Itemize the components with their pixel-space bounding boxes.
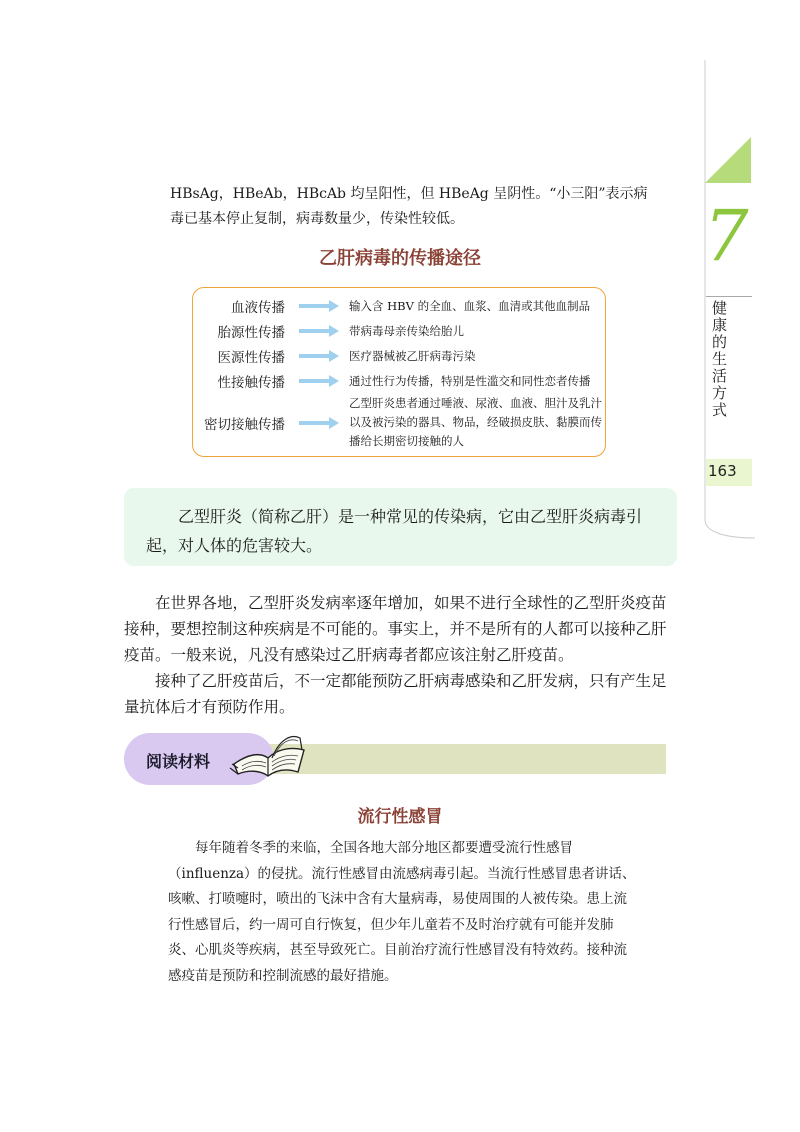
- route-desc: 带病毒母亲传染给胎儿: [349, 323, 464, 338]
- arrow-right-icon: [299, 350, 339, 362]
- route-row: [193, 371, 605, 391]
- route-row: [193, 346, 605, 366]
- intro-line-1: HBsAg，HBeAb，HBcAb 均呈阳性，但 HBeAg 呈阴性。“小三阳”表示病: [170, 186, 648, 202]
- key-note-box: 乙型肝炎（简称乙肝）是一种常见的传染病，它由乙型肝炎病毒引起，对人体的危害较大。: [124, 488, 677, 566]
- body-paragraphs: [124, 590, 679, 720]
- reading-title: 流行性感冒: [357, 807, 443, 827]
- arrow-right-icon: [299, 375, 339, 387]
- route-desc: 医疗器械被乙肝病毒污染: [349, 348, 476, 363]
- intro-line-2: 毒已基本停止复制，病毒数量少，传染性较低。: [170, 211, 464, 227]
- chapter-divider: [706, 296, 752, 297]
- route-label: 性接触传播: [217, 375, 285, 391]
- route-desc: 输入含 HBV 的全血、血浆、血清或其他血制品: [349, 298, 591, 313]
- body-paragraph-1: 在世界各地，乙型肝炎发病率逐年增加，如果不进行全球性的乙型肝炎疫苗接种，要想控制这种疾病是不可能的。事实上，并不是所有的人都可以接种乙肝疫苗。一般来说，凡没有感染过乙肝病毒者都应该注射乙肝疫苗。: [124, 594, 667, 664]
- route-row: [193, 394, 605, 451]
- intro-paragraph: [170, 182, 670, 232]
- chapter-name: 健康的生活方式: [712, 299, 728, 419]
- route-desc: 通过性行为传播，特别是性滥交和同性恋者传播: [349, 373, 591, 388]
- reading-text: 每年随着冬季的来临，全国各地大部分地区都要遭受流行性感冒（influenza）的侵扰。流行性感冒由流感病毒引起。当流行性感冒患者讲话、咳嗽、打喷嚏时，喷出的飞沫中含有大量病毒，易使周围的人被传染。患上流行性感冒后，约一周可自行恢复，但少年儿童若不及时治疗就有可能并发肺炎、心肌炎等疾病，甚至导致死亡。目前治疗流行性感冒没有特效药。接种流感疫苗是预防和控制流感的最好措施。: [168, 840, 636, 984]
- route-label: 医源性传播: [217, 350, 285, 366]
- reading-label: 阅读材料: [146, 752, 211, 771]
- arrow-right-icon: [299, 325, 339, 337]
- route-row: [193, 296, 605, 316]
- arrow-right-icon: [299, 417, 339, 429]
- transmission-routes-box: [192, 287, 606, 457]
- route-row: [193, 321, 605, 341]
- route-label: 胎源性传播: [217, 325, 285, 341]
- open-book-icon: [228, 728, 308, 778]
- body-paragraph-2: 接种了乙肝疫苗后，不一定都能预防乙肝病毒感染和乙肝发病，只有产生足量抗体后才有预防作用。: [124, 672, 667, 716]
- route-label: 密切接触传播: [204, 416, 285, 433]
- route-desc: 乙型肝炎患者通过唾液、尿液、血液、胆汁及乳汁以及被污染的器具、物品，经破损皮肤、黏膜而传播给长期密切接触的人: [349, 396, 602, 448]
- reading-banner-bar: [248, 744, 666, 774]
- reading-paragraph: [168, 836, 638, 989]
- chapter-number: 7: [704, 195, 749, 277]
- arrow-right-icon: [299, 300, 339, 312]
- route-label: 血液传播: [231, 300, 285, 316]
- page-number: 163: [708, 462, 737, 480]
- flow-title: 乙肝病毒的传播途径: [319, 248, 481, 269]
- chapter-corner-triangle: [705, 137, 751, 183]
